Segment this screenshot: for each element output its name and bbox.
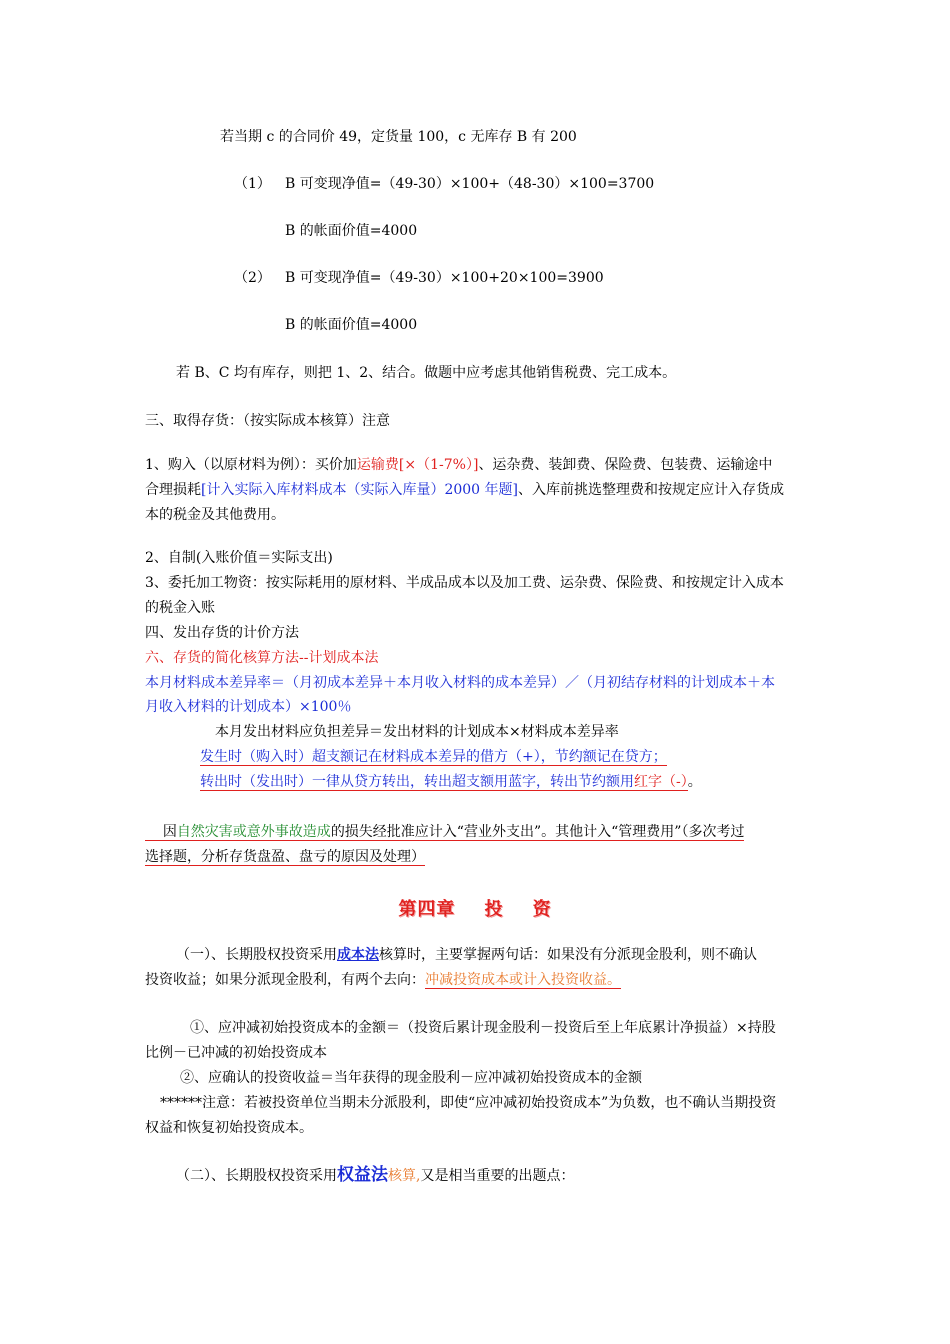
formula-line: B 可变现净值=（49-30）×100+（48-30）×100=3700 [285,176,655,192]
highlight-orange: 核算, [388,1168,421,1184]
formula-line: 月收入材料的计划成本）×100％ [145,699,352,715]
note-line: ******注意：若被投资单位当期未分派股利，即使“应冲减初始投资成本”为负数，也不确认当期投资 [160,1095,777,1111]
chapter-title [0,895,950,921]
highlight-red: 红字（-） [634,774,688,790]
paragraph-line [176,945,757,965]
rule-line [200,772,702,792]
text-span: 投资收益；如果分派现金股利，有两个去向： [145,972,425,988]
text-span: （二）、长期股权投资采用 [176,1168,337,1184]
chapter-number: 第四章 [398,899,456,920]
text-span: 。 [687,774,702,790]
text-line: 若当期 c 的合同价 49，定货量 100，c 无库存 B 有 200 [220,129,577,145]
text-span: 又是相当重要的出题点： [420,1168,575,1184]
text-line: B 的帐面价值=4000 [285,317,418,333]
paragraph-line [176,1165,574,1186]
highlight-red: 运输费[×（1-7%）] [356,457,479,473]
highlight-green: 自然灾害或意外事故造成 [176,824,331,840]
formula-line: 本月材料成本差异率＝（月初成本差异＋本月收入材料的成本差异）／（月初结存材料的计划成本＋本 [145,675,775,691]
text-span: 、运杂费、装卸费、保险费、包装费、运输途中 [478,457,773,473]
underlined-text: 选择题，分析存货盘盈、盘亏的原因及处理） [145,849,425,865]
text-line: 若 B、C 均有库存，则把 1、2、结合。做题中应考虑其他销售税费、完工成本。 [176,365,677,381]
formula-line: ①、应冲减初始投资成本的金额＝（投资后累计现金股利－投资后至上年底累计净损益）×持股 [190,1020,776,1036]
text-span: 合理损耗 [145,482,201,498]
text-line: B 的帐面价值=4000 [285,223,418,239]
paragraph-line [145,455,772,475]
item-number: （2） [234,270,271,286]
section-heading: 四、发出存货的计价方法 [145,625,299,641]
text-span: 的损失经批准应计入“营业外支出”。其他计入“管理费用”（多次考过 [330,824,745,840]
item-number: （1） [234,176,271,192]
paragraph-line: 本的税金及其他费用。 [145,507,285,523]
keyword-link: 成本法 [337,947,379,963]
text-span: 因 [162,824,177,840]
keyword-highlight: 权益法 [337,1165,388,1185]
paragraph-line: 2、自制(入账价值＝实际支出) [145,550,333,566]
text-span: 转出时（发出时）一律从贷方转出，转出超支额用蓝字，转出节约额用 [200,774,634,790]
note-line: 权益和恢复初始投资成本。 [145,1120,313,1136]
underlined-text [145,824,744,841]
section-heading: 六、存货的简化核算方法--计划成本法 [145,650,379,666]
paragraph-line [145,970,621,990]
highlight-orange: 冲减投资成本或计入投资收益。 [425,972,621,988]
text-span: 1、购入（以原材料为例）：买价加 [145,457,357,473]
formula-line: 本月发出材料应负担差异＝发出材料的计划成本×材料成本差异率 [215,724,619,740]
paragraph-line [145,480,784,500]
highlight-blue: [计入实际入库材料成本（实际入库量）2000 年题] [201,482,519,498]
formula-line: B 可变现净值=（49-30）×100+20×100=3900 [285,270,604,286]
chapter-word: 资 [532,899,552,920]
paragraph-line [145,847,425,867]
paragraph-line: 3、委托加工物资：按实际耗用的原材料、半成品成本以及加工费、运杂费、保险费、和按规定计入成本 [145,575,784,591]
section-heading: 三、取得存货：（按实际成本核算）注意 [145,413,390,429]
underlined-text [200,774,688,791]
formula-line: 比例－已冲减的初始投资成本 [145,1045,327,1061]
formula-line: ②、应确认的投资收益＝当年获得的现金股利－应冲减初始投资成本的金额 [180,1070,642,1086]
text-span: 核算时，主要掌握两句话：如果没有分派现金股利，则不确认 [379,947,757,963]
text-span: （一）、长期股权投资采用 [176,947,337,963]
chapter-word: 投 [484,899,504,920]
rule-line [200,747,667,767]
underlined-text: 发生时（购入时）超支额记在材料成本差异的借方（+），节约额记在贷方； [200,749,667,765]
text-span: 、入库前挑选整理费和按规定应计入存货成 [518,482,785,498]
paragraph-line [145,822,744,842]
paragraph-line: 的税金入账 [145,600,215,616]
